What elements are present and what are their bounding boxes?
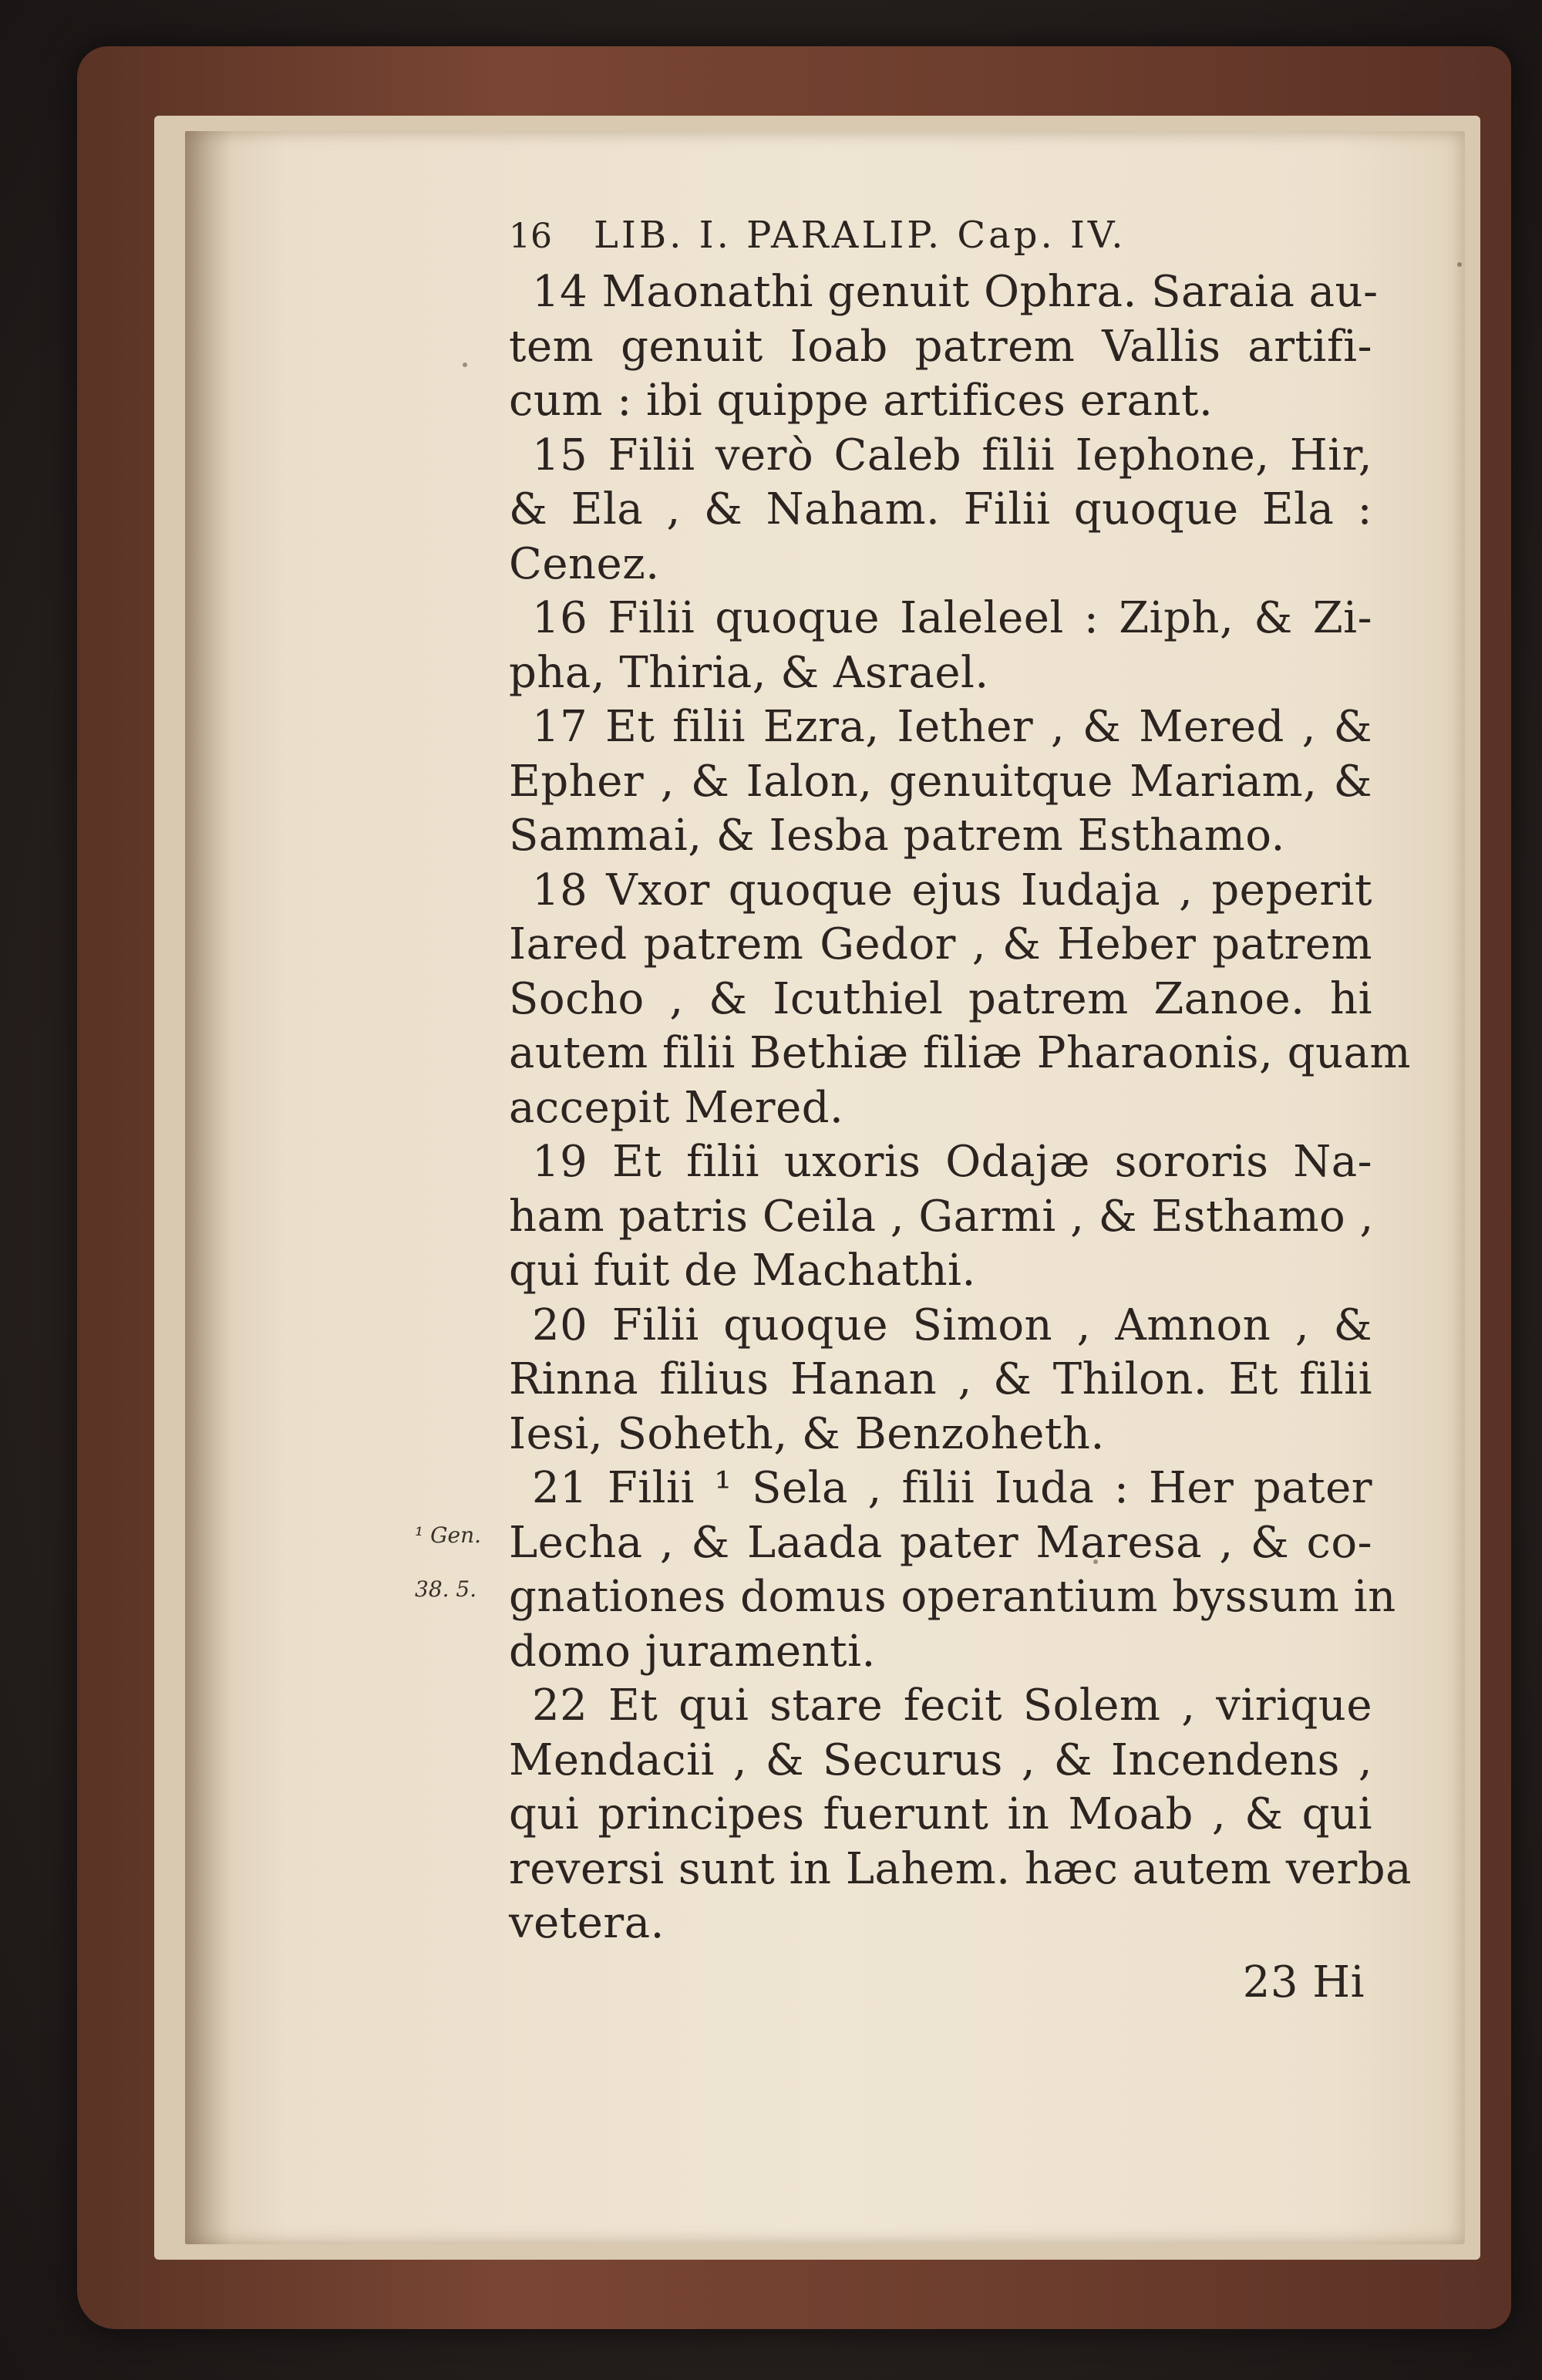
text-line: Cenez. [509, 538, 660, 589]
paper-speck [463, 362, 467, 367]
text-line: Sammai, & Iesba patrem Esthamo. [509, 811, 1285, 861]
text-line: reversi sunt in Lahem. hæc autem verba [509, 1843, 1412, 1894]
paper-speck [1457, 262, 1462, 267]
text-line: 20 Filii quoque Simon , Amnon , & [532, 1300, 1372, 1350]
text-line: 14 Maonathi genuit Ophra. Saraia au- [532, 267, 1379, 317]
text-line: 22 Et qui stare fecit Solem , virique [532, 1680, 1372, 1731]
margin-reference-verse: 38. 5. [415, 1576, 477, 1602]
text-line: autem filii Bethiæ filiæ Pharaonis, quam [509, 1028, 1411, 1078]
text-line: Socho , & Icuthiel patrem Zanoe. hi [509, 973, 1372, 1024]
text-line: Iared patrem Gedor , & Heber patrem [509, 919, 1372, 969]
text-line: Lecha , & Laada pater Maresa , & co- [509, 1517, 1372, 1568]
text-line: 18 Vxor quoque ejus Iudaja , peperit [532, 865, 1372, 915]
text-line: pha, Thiria, & Asrael. [509, 647, 989, 698]
text-line: 15 Filii verò Caleb filii Iephone, Hir, [532, 430, 1372, 480]
text-line: vetera. [509, 1898, 665, 1948]
text-line: Mendacii , & Securus , & Incendens , [509, 1734, 1372, 1785]
text-line: 21 Filii ¹ Sela , filii Iuda : Her pater [532, 1463, 1372, 1513]
text-line: 16 Filii quoque Ialeleel : Ziph, & Zi- [532, 593, 1372, 643]
margin-reference [415, 1509, 507, 1616]
text-line: ham patris Ceila , Garmi , & Esthamo , [509, 1191, 1374, 1242]
text-line: tem genuit Ioab patrem Vallis artifi- [509, 321, 1372, 372]
catchword: 23 Hi [1242, 1957, 1365, 2007]
text-line: accepit Mered. [509, 1082, 844, 1133]
page-text [509, 208, 1412, 2010]
running-head [509, 208, 1372, 262]
text-line: Epher , & Ialon, genuitque Mariam, & [509, 756, 1372, 807]
text-line: Rinna filius Hanan , & Thilon. Et filii [509, 1354, 1372, 1404]
text-line: Iesi, Soheth, & Benzoheth. [509, 1408, 1105, 1459]
running-title: LIB. I. PARALIP. Cap. IV. [594, 214, 1126, 257]
text-line: 17 Et filii Ezra, Iether , & Mered , & [532, 702, 1372, 752]
text-line: & Ela , & Naham. Filii quoque Ela : [509, 484, 1372, 534]
page-number: 16 [509, 217, 552, 256]
text-line: qui principes fuerunt in Moab , & qui [509, 1789, 1372, 1839]
text-line: domo juramenti. [509, 1626, 876, 1677]
text-line: 19 Et filii uxoris Odajæ sororis Na- [532, 1137, 1372, 1187]
text-line: gnationes domus operantium byssum in [509, 1572, 1396, 1622]
margin-reference-book: ¹ Gen. [415, 1522, 481, 1548]
spine-shadow [185, 131, 231, 2244]
text-line: cum : ibi quippe artifices erant. [509, 376, 1214, 426]
text-line: qui fuit de Machathi. [509, 1246, 976, 1296]
